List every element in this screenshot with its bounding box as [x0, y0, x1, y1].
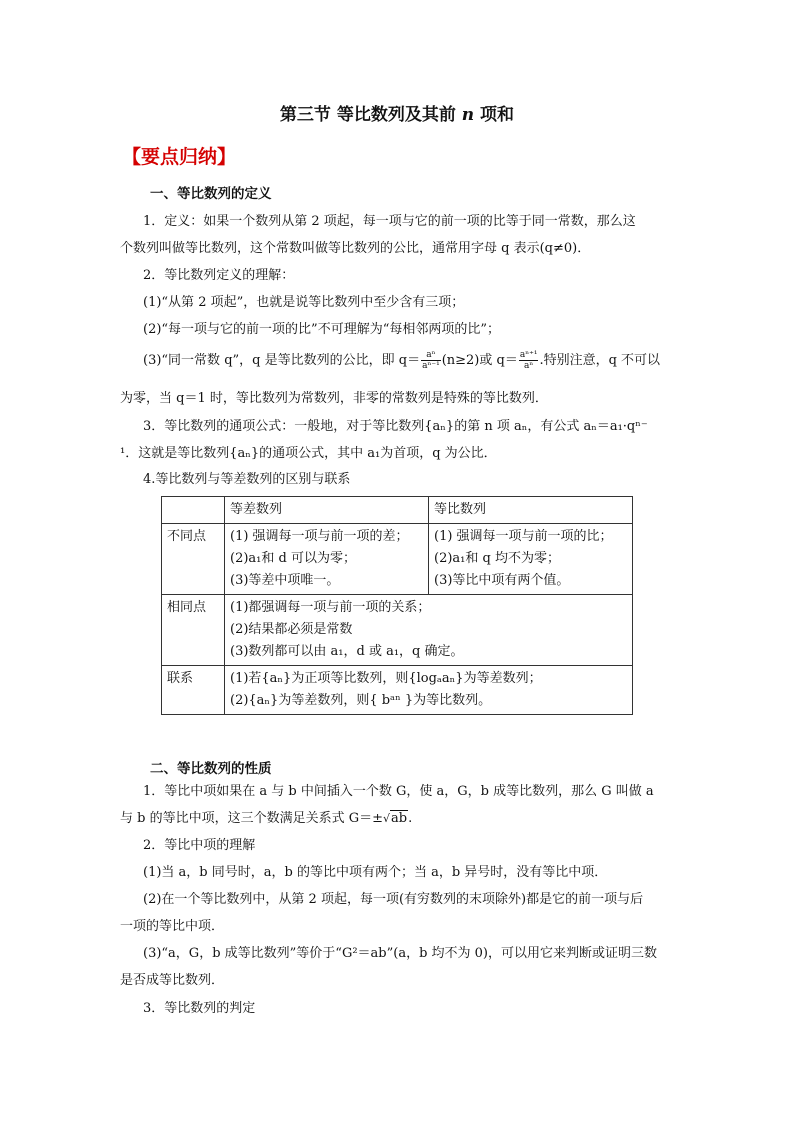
table-cell-line: (2){aₙ}为等差数列，则{ bᵃⁿ }为等比数列。	[230, 693, 492, 708]
property-line-2-3a: (3)“a，G，b 成等比数列”等价于“G²＝ab”(a，b 均不为 0)，可以用它来判断或证明三数	[143, 946, 658, 961]
table-label-similarities: 相同点	[162, 595, 225, 666]
sqrt-ab: ab	[391, 811, 408, 826]
definition-line-3a: 3．等比数列的通项公式：一般地，对于等比数列{aₙ}的第 n 项 aₙ，有公式 aₙ＝a₁·qⁿ⁻	[143, 419, 648, 434]
table-header-empty	[162, 497, 225, 524]
table-row-connection	[162, 666, 633, 715]
definition-line-2: 2．等比数列定义的理解：	[143, 268, 295, 283]
ratio-text-post: .特别注意，q 不可以	[539, 353, 661, 368]
table-cell-connection	[225, 666, 633, 715]
property-line-2-1: (1)当 a，b 同号时，a，b 的等比中项有两个；当 a，b 异号时，没有等比中项．	[143, 865, 608, 880]
table-label-connection: 联系	[162, 666, 225, 715]
ratio-text-mid: (n≥2)或 q＝	[441, 353, 518, 368]
part2-heading: 二、等比数列的性质	[150, 761, 272, 777]
property-line-1a: 1．等比中项如果在 a 与 b 中间插入一个数 G，使 a，G，b 成等比数列，那么 G 叫做 a	[143, 784, 654, 799]
table-cell-line: (2)a₁和 q 均不为零；	[434, 551, 560, 566]
property-line-2: 2．等比中项的理解	[143, 838, 256, 853]
definition-line-1a: 1．定义：如果一个数列从第 2 项起，每一项与它的前一项的比等于同一常数，那么这	[143, 214, 636, 229]
property-line-2-2a: (2)在一个等比数列中，从第 2 项起，每一项(有穷数列的末项除外)都是它的前一项与后	[143, 892, 644, 907]
definition-line-4: 4.等比数列与等差数列的区别与联系	[143, 472, 351, 487]
table-header-geometric: 等比数列	[429, 497, 633, 524]
definition-line-2-3	[143, 348, 660, 374]
table-cell-geometric-differences	[429, 524, 633, 595]
table-cell-line: (1) 强调每一项与前一项的差；	[230, 529, 409, 544]
definition-line-2-3b: 为零，当 q＝1 时，等比数列为常数列，非零的常数列是特殊的等比数列．	[120, 391, 548, 406]
definition-line-3b: ¹．这就是等比数列{aₙ}的通项公式，其中 a₁为首项，q 为公比．	[120, 446, 497, 461]
table-cell-line: (3)等差中项唯一。	[230, 573, 340, 588]
section-heading-key-points: 【要点归纳】	[122, 146, 237, 168]
table-cell-line: (1) 强调每一项与前一项的比；	[434, 529, 613, 544]
table-header-row	[162, 497, 633, 524]
definition-line-2-1: (1)“从第 2 项起”，也就是说等比数列中至少含有三项；	[143, 295, 465, 310]
table-cell-arithmetic-differences	[225, 524, 429, 595]
table-cell-line: (1)都强调每一项与前一项的关系；	[230, 600, 431, 615]
ratio-fraction-1: $\frac{\text{aⁿ}}{\text{aⁿ⁻¹}}$	[422, 350, 440, 371]
ratio-fraction-2: $\frac{\text{aⁿ⁺¹}}{\text{aⁿ}}$	[519, 350, 538, 371]
table-row-similarities	[162, 595, 633, 666]
page-title: 第三节 等比数列及其前 n 项和	[279, 105, 515, 125]
table-label-differences: 不同点	[162, 524, 225, 595]
table-cell-line: (2)a₁和 d 可以为零；	[230, 551, 356, 566]
ratio-text-pre: (3)“同一常数 q”，q 是等比数列的公比，即 q＝	[143, 353, 421, 368]
table-cell-line: (1)若{aₙ}为正项等比数列，则{logₐaₙ}为等差数列；	[230, 671, 542, 686]
part1-heading: 一、等比数列的定义	[150, 186, 272, 202]
property-line-1b: 与 b 的等比中项，这三个数满足关系式 G＝±√ab.	[120, 811, 413, 826]
table-row-differences	[162, 524, 633, 595]
property-line-3: 3．等比数列的判定	[143, 1001, 256, 1016]
definition-line-1b: 个数列叫做等比数列，这个常数叫做等比数列的公比，通常用字母 q 表示(q≠0)．	[120, 241, 591, 256]
definition-line-2-2: (2)“每一项与它的前一项的比”不可理解为“每相邻两项的比”；	[143, 322, 500, 337]
property-line-2-3b: 是否成等比数列．	[120, 973, 225, 988]
table-header-arithmetic: 等差数列	[225, 497, 429, 524]
property-line-2-2b: 一项的等比中项．	[120, 919, 225, 934]
table-cell-similarities	[225, 595, 633, 666]
comparison-table	[161, 496, 633, 715]
table-cell-line: (3)数列都可以由 a₁，d 或 a₁，q 确定。	[230, 644, 464, 659]
table-cell-line: (3)等比中项有两个值。	[434, 573, 570, 588]
table-cell-line: (2)结果都必须是常数	[230, 622, 353, 637]
